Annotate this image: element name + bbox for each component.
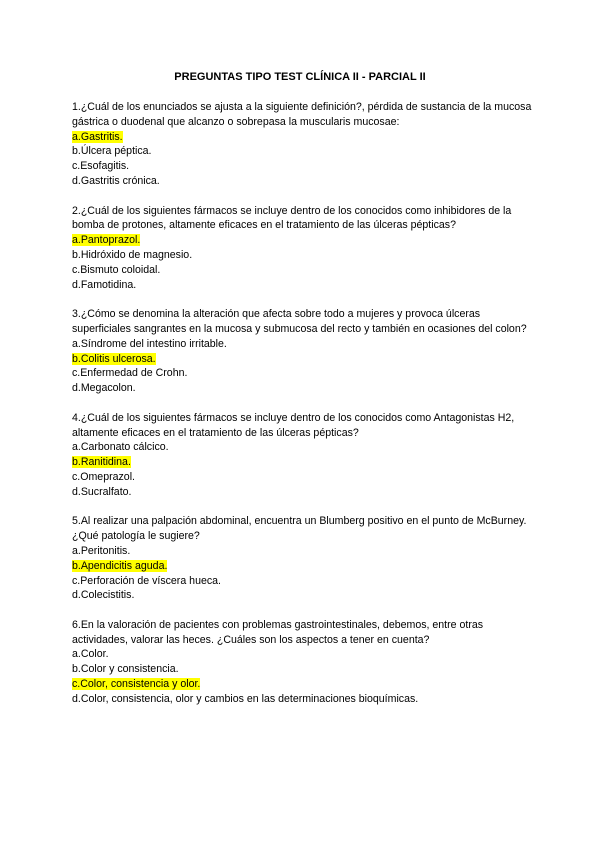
answer-option [72,144,532,159]
answer-option-text: c.Omeprazol. [72,470,135,483]
answer-option [72,455,532,470]
question-block [72,411,532,500]
answer-option [72,559,532,574]
answer-option-text: b.Úlcera péptica. [72,145,152,158]
question-text: 1.¿Cuál de los enunciados se ajusta a la siguiente definición?, pérdida de sustancia de la mucosa gástrica o duodenal que alcanzo o sobrepasa la muscularis mucosae: [72,101,532,128]
answer-option-text: d.Famotidina. [72,278,137,291]
answer-option-text: c.Enfermedad de Crohn. [72,367,188,380]
answer-option-text: a.Color. [72,648,109,661]
answer-option [72,174,532,189]
question-text: 5.Al realizar una palpación abdominal, encuentra un Blumberg positivo en el punto de McBurney. ¿Qué patología le sugiere? [72,515,527,543]
answer-option-text: d.Gastritis crónica. [72,174,160,187]
answer-option-text: a.Peritonitis. [72,544,131,557]
answer-option [72,248,532,263]
answer-option [72,544,532,559]
answer-option [72,278,532,293]
answer-option-highlighted: b.Ranitidina. [72,456,131,469]
question-text: 2.¿Cuál de los siguientes fármacos se incluye dentro de los conocidos como inhibidores de la bomba de protones, altamente eficaces en el tratamiento de las úlceras pépticas? [72,204,512,232]
question-block [72,618,532,707]
answer-option-text: c.Perforación de víscera hueca. [72,574,221,587]
answer-option [72,159,532,174]
question-block [72,204,532,293]
question-block [72,514,532,603]
answer-option [72,485,532,500]
question-block [72,307,532,396]
answer-option [72,692,532,707]
answer-option-text: d.Colecistitis. [72,589,135,602]
question-block [72,100,532,189]
answer-option [72,381,532,396]
question-text: 3.¿Cómo se denomina la alteración que afecta sobre todo a mujeres y provoca úlceras superficiales sangrantes en la mucosa y submucosa del recto y también en ocasiones del colon? [72,308,527,335]
answer-option [72,470,532,485]
answer-option-highlighted: c.Color, consistencia y olor. [72,678,201,691]
answer-option-text: c.Esofagitis. [72,160,130,173]
answer-option-highlighted: b.Colitis ulcerosa. [72,352,156,365]
answer-option-text: d.Megacolon. [72,382,136,395]
page-title: PREGUNTAS TIPO TEST CLÍNICA II - PARCIAL II [174,71,426,83]
answer-option [72,440,532,455]
answer-option-highlighted: b.Apendicitis aguda. [72,559,168,572]
answer-option [72,662,532,677]
answer-option [72,130,532,145]
answer-option-highlighted: a.Pantoprazol. [72,234,141,247]
answer-option-text: d.Sucralfato. [72,485,132,498]
answer-option-text: a.Carbonato cálcico. [72,441,169,454]
question-list [72,100,532,721]
answer-option-text: b.Color y consistencia. [72,663,179,676]
answer-option-text: a.Síndrome del intestino irritable. [72,337,227,350]
answer-option-highlighted: a.Gastritis. [72,130,123,143]
answer-option-text: c.Bismuto coloidal. [72,263,161,276]
answer-option [72,352,532,367]
answer-option [72,647,532,662]
answer-option [72,574,532,589]
question-text: 4.¿Cuál de los siguientes fármacos se incluye dentro de los conocidos como Antagonistas H2, altamente eficaces en el tratamiento de las úlceras pépticas? [72,411,515,439]
answer-option [72,263,532,278]
answer-option [72,588,532,603]
answer-option [72,677,532,692]
answer-option [72,233,532,248]
answer-option-text: b.Hidróxido de magnesio. [72,248,193,261]
answer-option-text: d.Color, consistencia, olor y cambios en las determinaciones bioquímicas. [72,692,419,705]
answer-option [72,366,532,381]
answer-option [72,337,532,352]
question-text: 6.En la valoración de pacientes con problemas gastrointestinales, debemos, entre otras actividades, valorar las heces. ¿Cuáles son los aspectos a tener en cuenta? [72,618,484,646]
